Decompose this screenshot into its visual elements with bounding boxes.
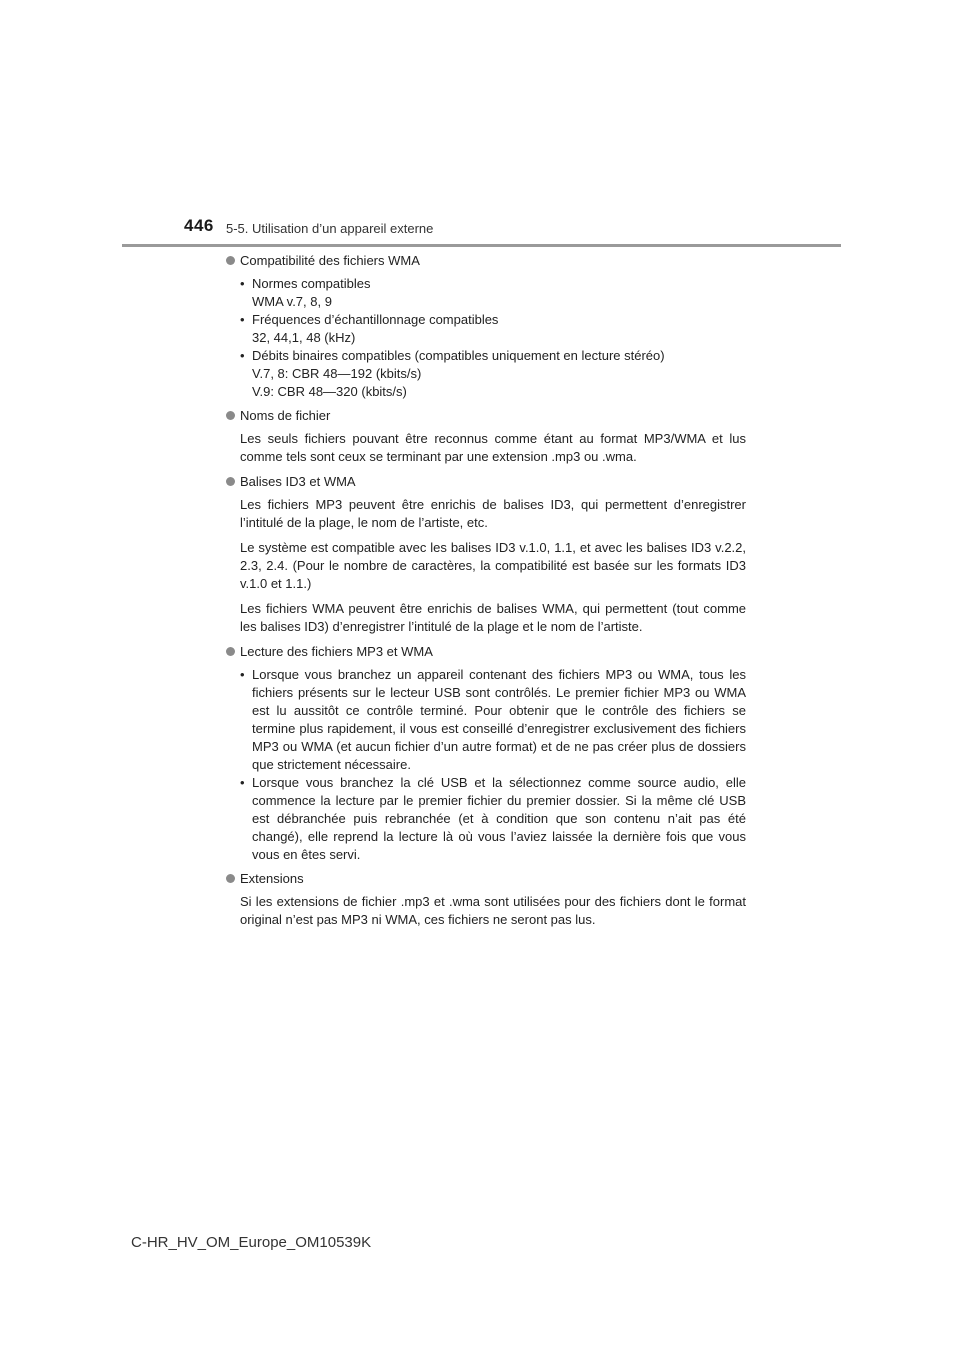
bullet-dot-icon: • xyxy=(240,312,245,327)
list-item xyxy=(240,774,746,864)
list-item-line: WMA v.7, 8, 9 xyxy=(252,294,332,309)
section-heading xyxy=(226,473,746,491)
circle-bullet-icon xyxy=(226,411,235,420)
section-heading xyxy=(226,643,746,661)
heading-text: Extensions xyxy=(240,871,304,886)
circle-bullet-icon xyxy=(226,874,235,883)
page-content xyxy=(226,252,746,936)
document-id-footer: C-HR_HV_OM_Europe_OM10539K xyxy=(131,1234,372,1251)
list-item-line: Fréquences d’échantillonnage compatibles xyxy=(252,312,499,327)
bullet-dot-icon: • xyxy=(240,775,245,790)
section-wma-compatibility xyxy=(226,252,746,401)
header-divider xyxy=(122,244,841,247)
circle-bullet-icon xyxy=(226,477,235,486)
list-item-line: V.9: CBR 48—320 (kbits/s) xyxy=(252,384,407,399)
list-item-text: Lorsque vous branchez un appareil contenant des fichiers MP3 ou WMA, tous les fichiers présents sur le lecteur USB sont contrôlés. Le premier fichier MP3 ou WMA est lu aussitôt ce contrôle terminé. Pour obtenir que le contrôle des fichiers se termine plus rapidement, il vous est conseillé d’enregistrer exclusivement des fichiers MP3 ou WMA (et aucun fichier d’un autre format) et de ne pas créer plus de dossiers que strictement nécessaire. xyxy=(252,667,746,772)
section-title: 5-5. Utilisation d’un appareil externe xyxy=(226,221,434,236)
bullet-dot-icon: • xyxy=(240,276,245,291)
list-item-text: Lorsque vous branchez la clé USB et la sélectionnez comme source audio, elle commence la lecture par le premier fichier du premier dossier. Si la même clé USB est débranchée puis rebranchée (et à condition que son contenu n’ait pas été changé), elle reprend la lecture là où vous l’aviez laissée la dernière fois que vous vous en êtes servi. xyxy=(252,775,746,862)
circle-bullet-icon xyxy=(226,256,235,265)
section-heading xyxy=(226,870,746,888)
list-item-line: 32, 44,1, 48 (kHz) xyxy=(252,330,356,345)
heading-text: Compatibilité des fichiers WMA xyxy=(240,253,420,268)
list-item-line: V.7, 8: CBR 48—192 (kbits/s) xyxy=(252,366,422,381)
section-id3-wma-tags xyxy=(226,473,746,636)
paragraph: Les fichiers MP3 peuvent être enrichis de balises ID3, qui permettent d’enregistrer l’intitulé de la plage, le nom de l’artiste, etc. xyxy=(240,497,746,530)
list-item xyxy=(240,666,746,774)
paragraph: Les seuls fichiers pouvant être reconnus comme étant au format MP3/WMA et lus comme tels sont ceux se terminant par une extension .mp3 ou .wma. xyxy=(240,431,746,464)
paragraph: Les fichiers WMA peuvent être enrichis de balises WMA, qui permettent (tout comme les balises ID3) d’enregistrer l’intitulé de la plage et le nom de l’artiste. xyxy=(240,601,746,634)
section-extensions xyxy=(226,870,746,929)
paragraph: Si les extensions de fichier .mp3 et .wma sont utilisées pour des fichiers dont le format original n’est pas MP3 ni WMA, ces fichiers ne seront pas lus. xyxy=(240,894,746,927)
list-item-line: Normes compatibles xyxy=(252,276,371,291)
list-item-line: Débits binaires compatibles (compatibles uniquement en lecture stéréo) xyxy=(252,348,665,363)
section-heading xyxy=(226,252,746,270)
section-mp3-wma-playback xyxy=(226,643,746,864)
page-number: 446 xyxy=(184,216,214,235)
heading-text: Noms de fichier xyxy=(240,408,331,423)
paragraph: Le système est compatible avec les balises ID3 v.1.0, 1.1, et avec les balises ID3 v.2.2, 2.3, 2.4. (Pour le nombre de caractères, la compatibilité est basée sur les formats ID3 v.1.0 et 1.1.) xyxy=(240,540,746,591)
list-item xyxy=(240,311,746,347)
list-item xyxy=(240,347,746,401)
list-item xyxy=(240,275,746,311)
bullet-dot-icon: • xyxy=(240,348,245,363)
heading-text: Balises ID3 et WMA xyxy=(240,474,356,489)
heading-text: Lecture des fichiers MP3 et WMA xyxy=(240,644,433,659)
bullet-dot-icon: • xyxy=(240,667,245,682)
section-heading xyxy=(226,407,746,425)
section-file-names xyxy=(226,407,746,466)
bullet-list xyxy=(226,275,746,401)
bullet-list xyxy=(226,666,746,864)
circle-bullet-icon xyxy=(226,647,235,656)
